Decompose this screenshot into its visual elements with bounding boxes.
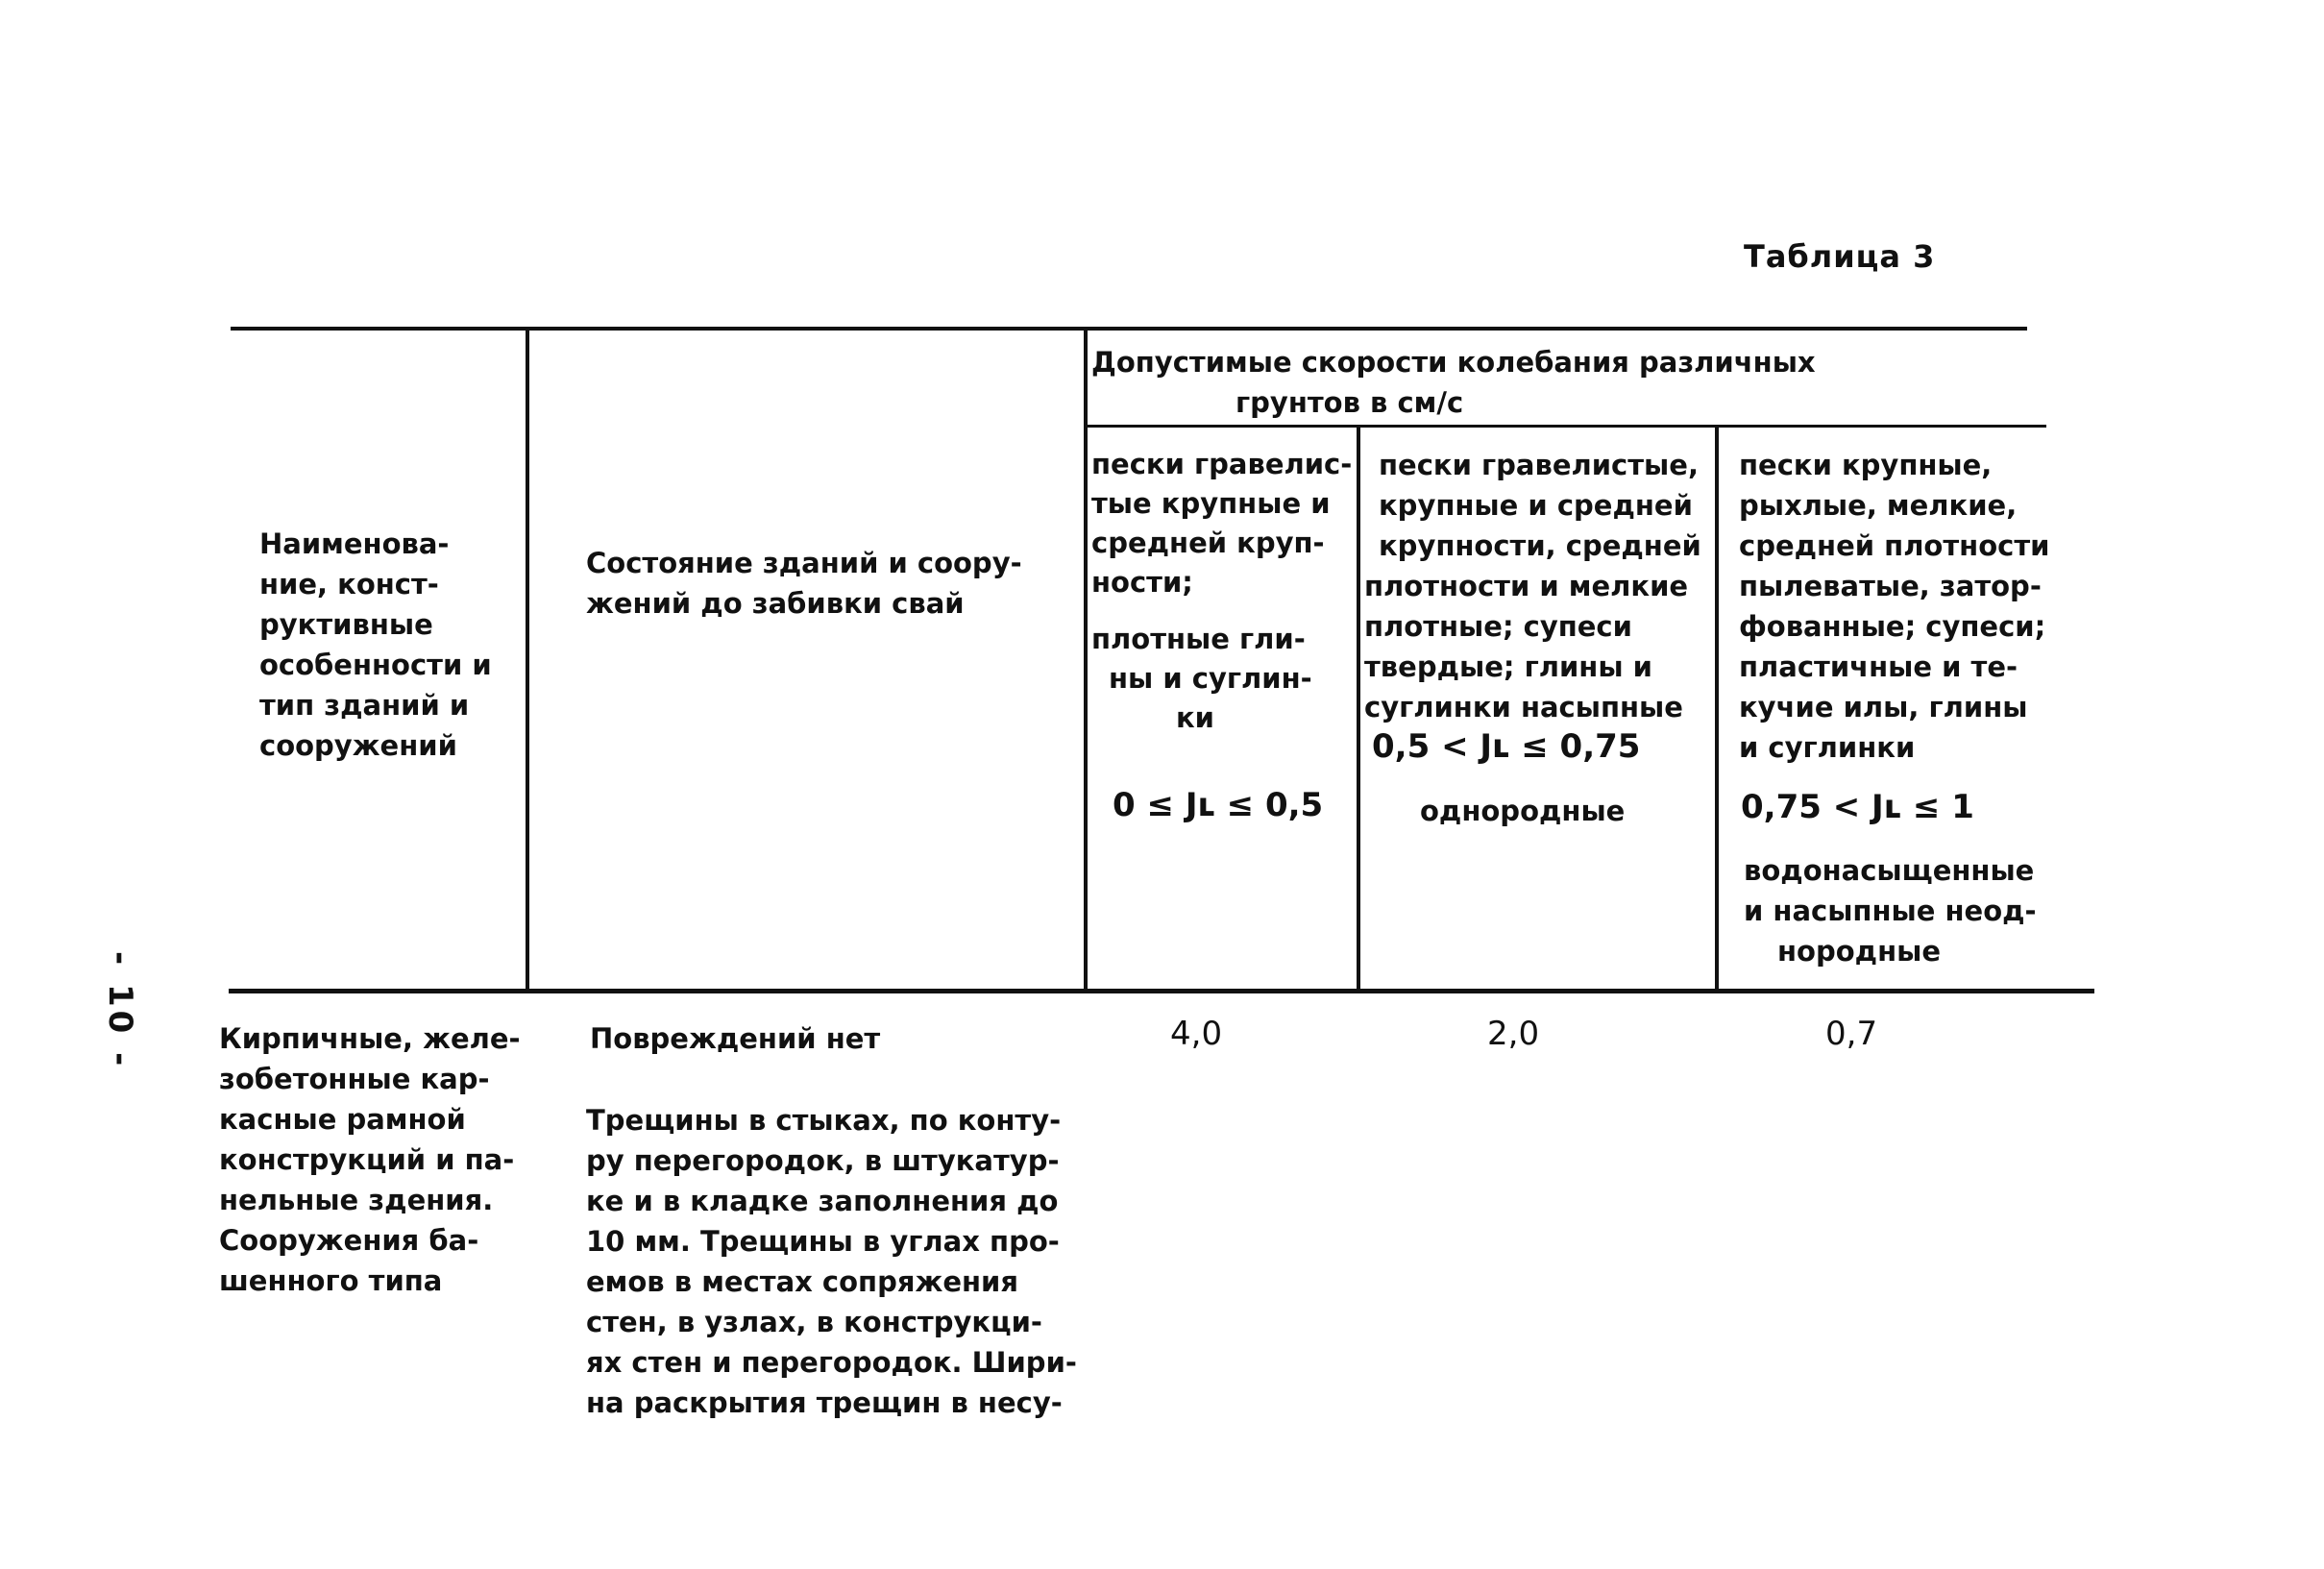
body-line: ях стен и перегородок. Шири- bbox=[586, 1346, 1077, 1379]
body-line: ке и в кладке заполнения до bbox=[586, 1185, 1059, 1217]
consistency-formula-2: 0,5 < Jʟ ≤ 0,75 bbox=[1372, 727, 1641, 766]
header-line: Допустимые скорости колебания различных bbox=[1091, 346, 1816, 379]
value-soil-group-1: 4,0 bbox=[1170, 1015, 1223, 1053]
col1-divider bbox=[526, 330, 529, 989]
page-number: - 10 - bbox=[101, 951, 139, 1070]
body-line: касные рамной bbox=[219, 1103, 466, 1136]
header-line: пластичные и те- bbox=[1739, 650, 2018, 683]
sub2-divider bbox=[1715, 426, 1719, 989]
body-line: конструкций и па- bbox=[219, 1143, 515, 1176]
header-line: плотные гли- bbox=[1091, 623, 1306, 655]
header-line: тип зданий и bbox=[259, 689, 470, 722]
body-line: зобетонные кар- bbox=[219, 1063, 490, 1095]
header-line: плотные; супеси bbox=[1364, 610, 1632, 643]
header-line: руктивные bbox=[259, 608, 433, 641]
body-line: Трещины в стыках, по конту- bbox=[586, 1104, 1062, 1137]
header-soil-group-3-note bbox=[1744, 850, 2037, 971]
header-line: пески гравелистые, bbox=[1379, 449, 1699, 481]
table-top-rule bbox=[231, 327, 2027, 331]
header-line: средней плотности bbox=[1739, 529, 2050, 562]
header-soil-group-2-note: однородные bbox=[1420, 795, 1626, 827]
body-line: нельные здения. bbox=[219, 1184, 494, 1216]
header-line: жений до забивки свай bbox=[586, 587, 965, 620]
body-line: 10 мм. Трещины в углах про- bbox=[586, 1225, 1060, 1258]
header-soil-group-2 bbox=[1364, 445, 1701, 727]
consistency-formula-3: 0,75 < Jʟ ≤ 1 bbox=[1741, 788, 1974, 826]
body-line: Сооружения ба- bbox=[219, 1224, 479, 1257]
value-soil-group-3: 0,7 bbox=[1825, 1015, 1878, 1053]
header-line: суглинки насыпные bbox=[1364, 691, 1683, 723]
header-line: и насыпные неод- bbox=[1744, 895, 2037, 927]
body-line: шенного типа bbox=[219, 1264, 443, 1297]
header-line: и суглинки bbox=[1739, 731, 1916, 764]
header-line: ние, конст- bbox=[259, 568, 439, 601]
header-line: тые крупные и bbox=[1091, 487, 1331, 520]
header-line: пески гравелис- bbox=[1091, 448, 1353, 480]
header-state-column bbox=[586, 543, 1022, 624]
body-line: ру перегородок, в штукатур- bbox=[586, 1144, 1060, 1177]
header-line: рыхлые, мелкие, bbox=[1739, 489, 2018, 522]
row-state-no-damage: Повреждений нет bbox=[590, 1022, 881, 1055]
header-line: грунтов в см/с bbox=[1235, 386, 1464, 419]
row-state-cracks bbox=[586, 1100, 1077, 1423]
header-line: крупности, средней bbox=[1379, 529, 1701, 562]
header-velocity-group bbox=[1091, 342, 1816, 423]
header-line: ки bbox=[1176, 701, 1215, 734]
group-header-rule bbox=[1084, 425, 2046, 428]
body-line: стен, в узлах, в конструкци- bbox=[586, 1306, 1042, 1338]
header-line: средней круп- bbox=[1091, 527, 1325, 559]
body-line: на раскрытия трещин в несу- bbox=[586, 1386, 1063, 1419]
header-soil-group-3 bbox=[1739, 445, 2049, 768]
header-line: твердые; глины и bbox=[1364, 650, 1652, 683]
value-soil-group-2: 2,0 bbox=[1487, 1015, 1540, 1053]
header-name-column bbox=[259, 524, 492, 766]
header-soil-group-1 bbox=[1091, 445, 1352, 738]
header-line: кучие илы, глины bbox=[1739, 691, 2028, 723]
col2-divider bbox=[1084, 330, 1088, 989]
header-line: сооружений bbox=[259, 729, 457, 762]
header-line: крупные и средней bbox=[1379, 489, 1693, 522]
header-line: пылеватые, затор- bbox=[1739, 570, 2042, 602]
header-line: плотности и мелкие bbox=[1364, 570, 1689, 602]
consistency-formula-1: 0 ≤ Jʟ ≤ 0,5 bbox=[1113, 786, 1324, 824]
row-building-type bbox=[219, 1018, 521, 1301]
header-line: водонасыщенные bbox=[1744, 854, 2035, 887]
header-line: фованные; супеси; bbox=[1739, 610, 2046, 643]
header-line: Состояние зданий и соору- bbox=[586, 547, 1022, 579]
body-line: Кирпичные, желе- bbox=[219, 1022, 521, 1055]
header-line: пески крупные, bbox=[1739, 449, 1993, 481]
header-line: ны и суглин- bbox=[1109, 662, 1312, 695]
header-line: Наименова- bbox=[259, 527, 450, 560]
header-bottom-rule bbox=[229, 989, 2094, 993]
table-caption: Таблица 3 bbox=[1744, 238, 1936, 275]
body-line: емов в местах сопряжения bbox=[586, 1265, 1018, 1298]
sub1-divider bbox=[1357, 426, 1360, 989]
header-line: ности; bbox=[1091, 566, 1193, 599]
header-line: нородные bbox=[1777, 935, 1941, 968]
header-line: особенности и bbox=[259, 649, 492, 681]
